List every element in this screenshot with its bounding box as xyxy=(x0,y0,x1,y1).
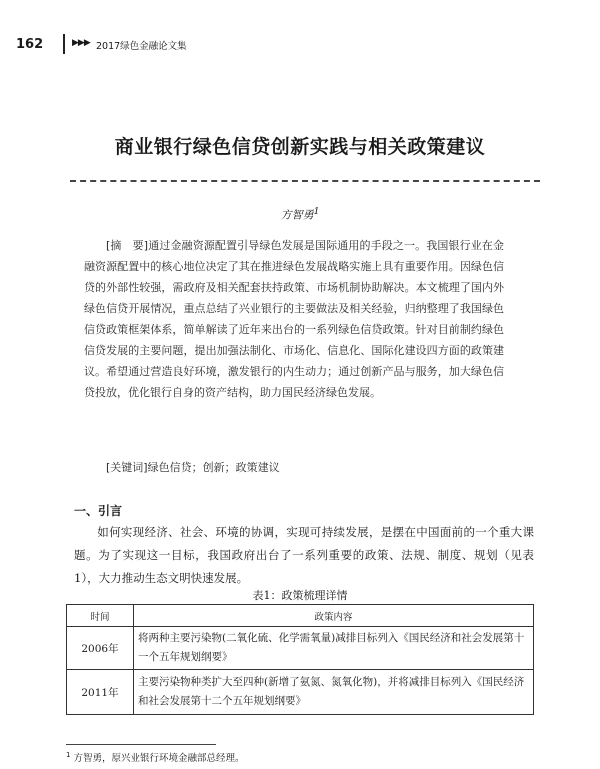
author-name: 方智勇 xyxy=(280,208,314,222)
running-header-title: 2017绿色金融论文集 xyxy=(96,41,187,52)
footnote-mark: 1 xyxy=(66,750,71,759)
table-header-row xyxy=(67,605,534,627)
title-dashed-rule xyxy=(70,180,540,184)
footnote-rule xyxy=(66,744,216,745)
table-header-time: 时间 xyxy=(67,605,134,627)
abstract-label: [摘 要] xyxy=(106,239,149,252)
page-number: 162 xyxy=(16,37,44,52)
header-divider xyxy=(63,34,65,54)
header-arrows-icon: ▶▶▶ xyxy=(72,38,90,48)
table-row xyxy=(67,627,534,670)
table-cell-content: 主要污染物种类扩大至四种(新增了氨氮、氮氧化物)，并将减排目标列入《国民经济和社会发展第十二个五年规划纲要》 xyxy=(134,670,534,715)
body-paragraph xyxy=(74,521,534,590)
paragraph-text: 如何实现经济、社会、环境的协调，实现可持续发展，是摆在中国面前的一个重大课题。为了实现这一目标，我国政府出台了一系列重要的政策、法规、制度、规划（见表1），大力推动生态文明快速发展。 xyxy=(74,525,534,585)
article-title: 商业银行绿色信贷创新实践与相关政策建议 xyxy=(114,136,486,158)
footnote-text: 方智勇，原兴业银行环境金融部总经理。 xyxy=(73,753,245,764)
keywords xyxy=(106,459,280,475)
table-caption: 表1：政策梳理详情 xyxy=(252,589,348,602)
footnote xyxy=(66,750,245,764)
policy-table xyxy=(66,604,534,715)
abstract xyxy=(84,235,504,403)
keywords-label: [关键词] xyxy=(106,461,148,474)
table-cell-year: 2006年 xyxy=(67,627,134,670)
author-footnote-mark: 1 xyxy=(313,206,320,217)
table-row xyxy=(67,670,534,715)
keywords-text: 绿色信贷；创新；政策建议 xyxy=(147,461,280,474)
table-cell-content: 将两种主要污染物(二氧化硫、化学需氧量)减排目标列入《国民经济和社会发展第十一个五年规划纲要》 xyxy=(134,627,534,670)
table-cell-year: 2011年 xyxy=(67,670,134,715)
author-line xyxy=(0,206,600,223)
abstract-text: 通过金融资源配置引导绿色发展是国际通用的手段之一。我国银行业在金融资源配置中的核心地位决定了其在推进绿色发展战略实施上具有重要作用。因绿色信贷的外部性较强，需政府及相关配套扶持政策、市场机制协助解决。本文梳理了国内外绿色信贷开展情况，重点总结了兴业银行的主要做法及相关经验，归纳整理了我国绿色信贷政策框架体系，简单解读了近年来出台的一系列绿色信贷政策。针对目前制约绿色信贷发展的主要问题，提出加强法制化、市场化、信息化、国际化建设四方面的政策建议。希望通过营造良好环境，激发银行的内生动力；通过创新产品与服务，加大绿色信贷投放，优化银行自身的资产结构，助力国民经济绿色发展。 xyxy=(84,239,504,399)
section-heading: 一、引言 xyxy=(74,504,123,518)
table-header-content: 政策内容 xyxy=(134,605,534,627)
